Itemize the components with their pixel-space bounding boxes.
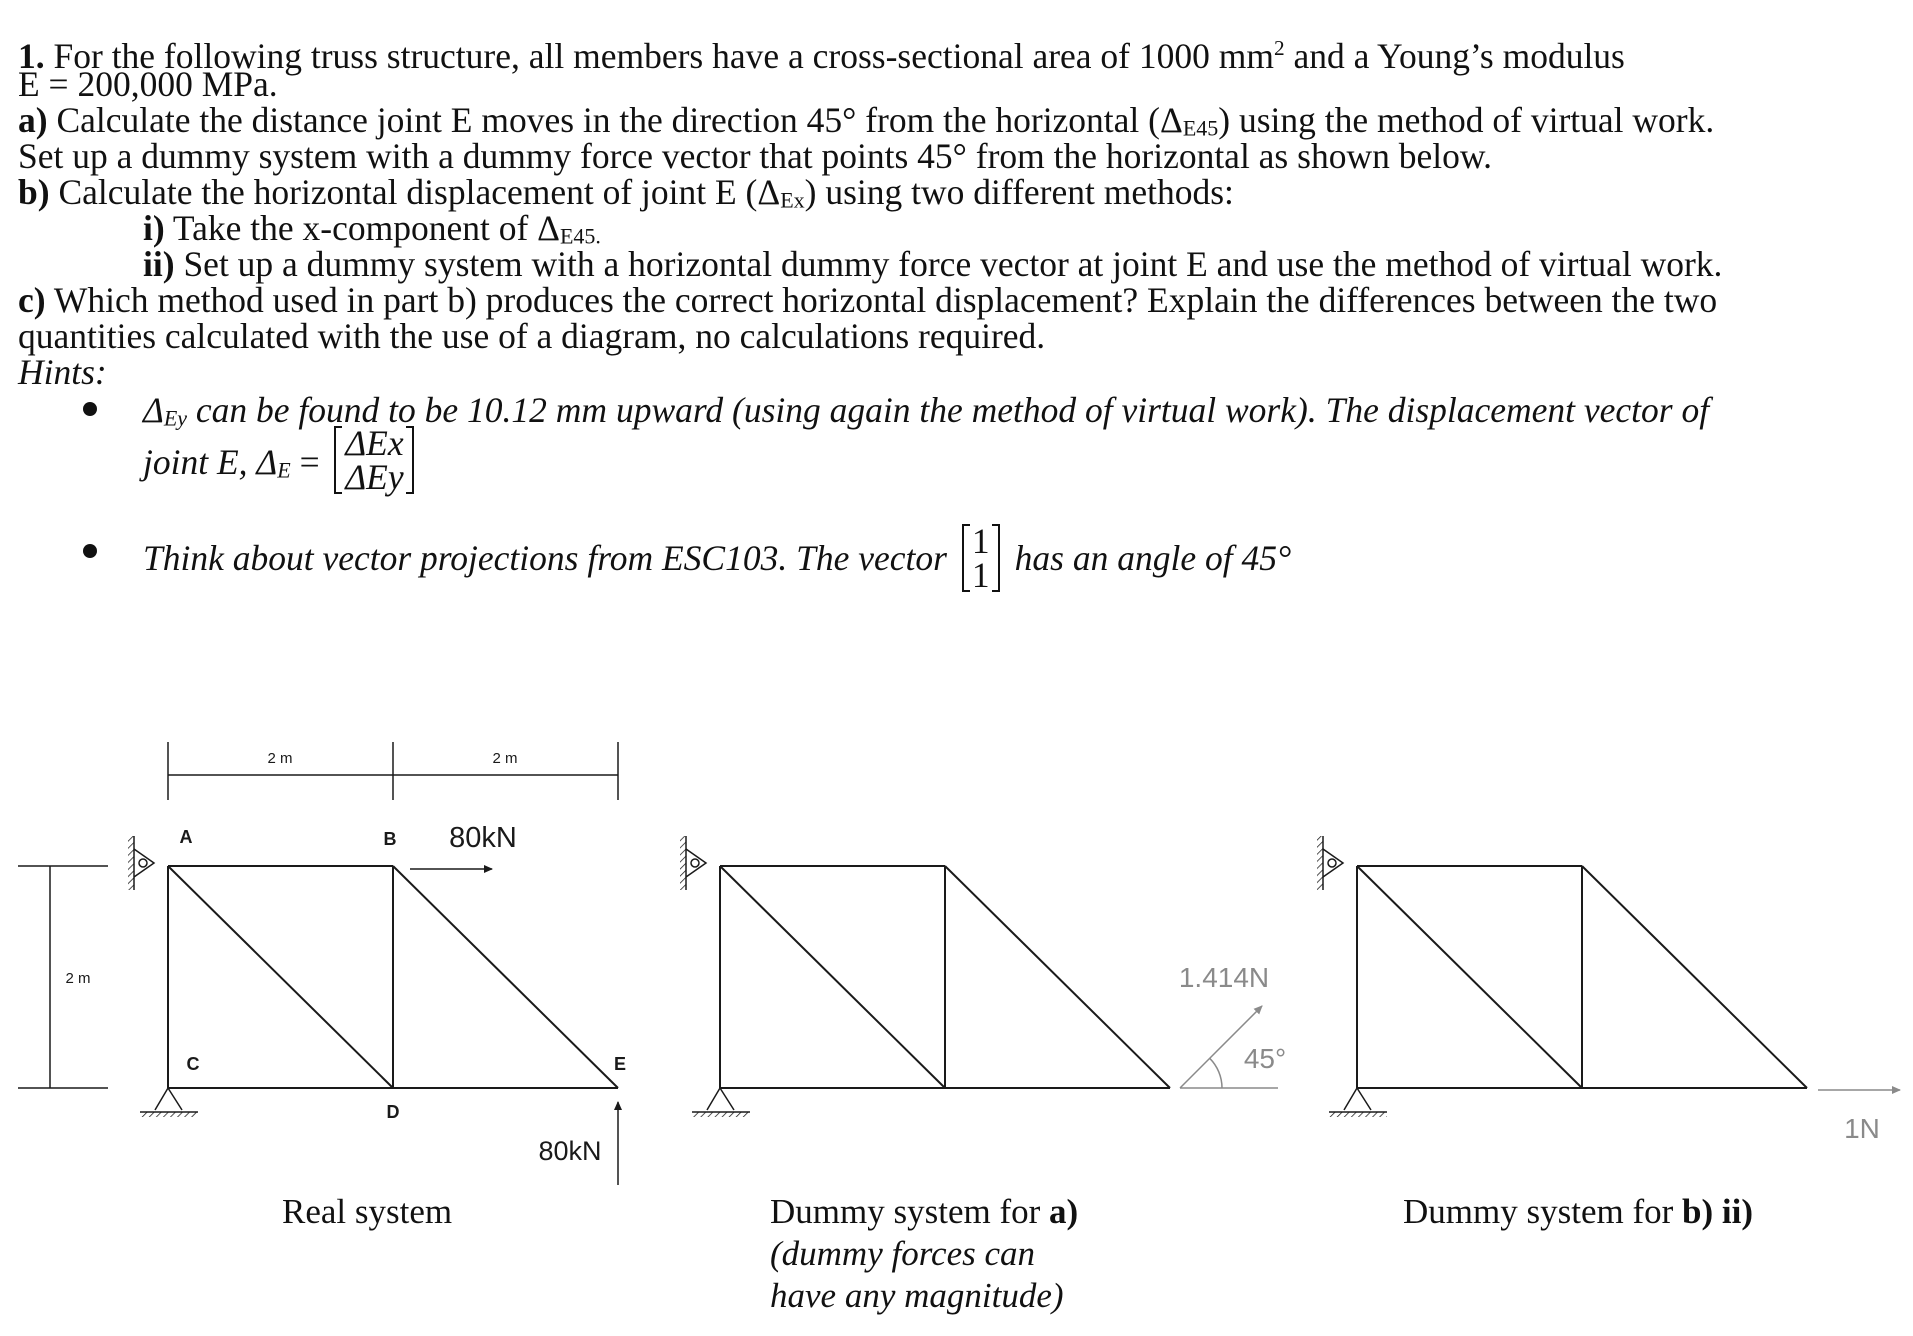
dimension-label-side: 2 m [65,970,91,987]
part-b-ii-label: ii) [143,244,175,284]
caption-dummy-b-text: Dummy system for [1403,1192,1683,1231]
dummy-a-angle-label: 45° [1243,1043,1287,1074]
caption-dummy-a-text: Dummy system for [770,1192,1050,1231]
dimension-label-left: 2 m [267,750,293,767]
part-a-label: a) [18,100,48,140]
hint-2-text: Think about vector projections from ESC103. The vector [143,538,947,579]
part-b-i-label: i) [143,208,165,248]
hint-1-equals: = [290,442,320,483]
part-a-text-2: ) using the method of virtual work. [1218,100,1715,140]
caption-dummy-a-note-1: (dummy forces can [770,1234,1036,1273]
part-c-label: c) [18,280,46,320]
dummy-a-force-label: 1.414N [1178,962,1270,993]
intro-text-2: and a Young’s modulus [1284,35,1625,76]
pin-support-dummy-a-ground [692,1088,750,1117]
truss-dummy-b [1357,866,1807,1088]
hint-1-delta: Δ [143,390,164,430]
caption-dummy-a-bold: a) [1049,1192,1079,1231]
member-ad [168,866,393,1088]
part-c-text: Which method used in part b) produces the correct horizontal displacement? Explain the differences between the two [45,280,1718,320]
truss-real [168,866,618,1088]
dimension-side [18,866,108,1088]
truss-dummy-a [720,866,1170,1088]
dummy-b-force-label: 1N [1844,1113,1880,1144]
problem-number: 1. [18,35,45,76]
modulus-text: E = 200,000 MPa. [18,64,278,104]
part-b-text: Calculate the horizontal displacement of joint E (Δ [49,172,781,212]
pin-support-a [128,836,154,890]
hint-1-text: can be found to be 10.12 mm upward (using again the method of virtual work). The displacement vector of [187,390,1710,430]
part-a-sub: E45 [1182,115,1219,141]
joint-label-b: B [383,829,397,849]
pin-support-dummy-b-wall [1317,836,1343,890]
pin-support-dummy-a-wall [680,836,706,890]
caption-dummy-a-note-2: have any magnitude) [770,1276,1064,1315]
joint-label-a: A [179,827,193,847]
caption-dummy-b [1403,1191,1753,1233]
part-b-ii-text: Set up a dummy system with a horizontal dummy force vector at joint E and use the method of virtual work. [174,244,1723,284]
hint-1-sub-2: E [277,457,291,483]
load-label-e: 80kN [538,1136,602,1166]
part-b-label: b) [18,172,50,212]
hint-2-text-2: has an angle of 45° [1014,538,1292,579]
unit-vector-top: 1 [971,521,990,561]
part-b-text-2: ) using two different methods: [804,172,1234,212]
joint-label-e: E [613,1054,627,1074]
intro-text: For the following truss structure, all members have a cross-sectional area of 1000 mm [53,35,1274,76]
caption-dummy-a [770,1191,1078,1233]
part-b-i-text: Take the x-component of Δ [164,208,560,248]
hint-1-text-2: joint E, Δ [143,442,278,483]
load-label-b: 80kN [449,822,517,854]
dimension-label-right: 2 m [492,750,518,767]
pin-support-c [140,1088,198,1117]
part-c-text-2: quantities calculated with the use of a diagram, no calculations required. [18,316,1046,356]
area-unit-superscript: 2 [1273,36,1285,60]
caption-real-system: Real system [282,1192,453,1231]
unit-vector-bottom: 1 [971,555,990,595]
hints-label-text: Hints: [18,352,107,392]
part-a-text: Calculate the distance joint E moves in the direction 45° from the horizontal (Δ [47,100,1183,140]
part-b-sub: Ex [780,187,805,213]
vector-bottom: ΔEy [345,457,404,497]
part-b-i-sub: E45. [559,223,601,249]
joint-label-c: C [186,1054,200,1074]
joint-label-d: D [386,1102,400,1122]
hint-1-sub: Ey [163,405,188,431]
part-a-text-3: Set up a dummy system with a dummy force vector that points 45° from the horizontal as shown below. [18,136,1493,176]
dimension-top [168,742,618,800]
member-be [393,866,618,1088]
pin-support-dummy-b-ground [1329,1088,1387,1117]
vector-top: ΔEx [345,423,404,463]
caption-dummy-b-bold: b) ii) [1682,1192,1753,1231]
